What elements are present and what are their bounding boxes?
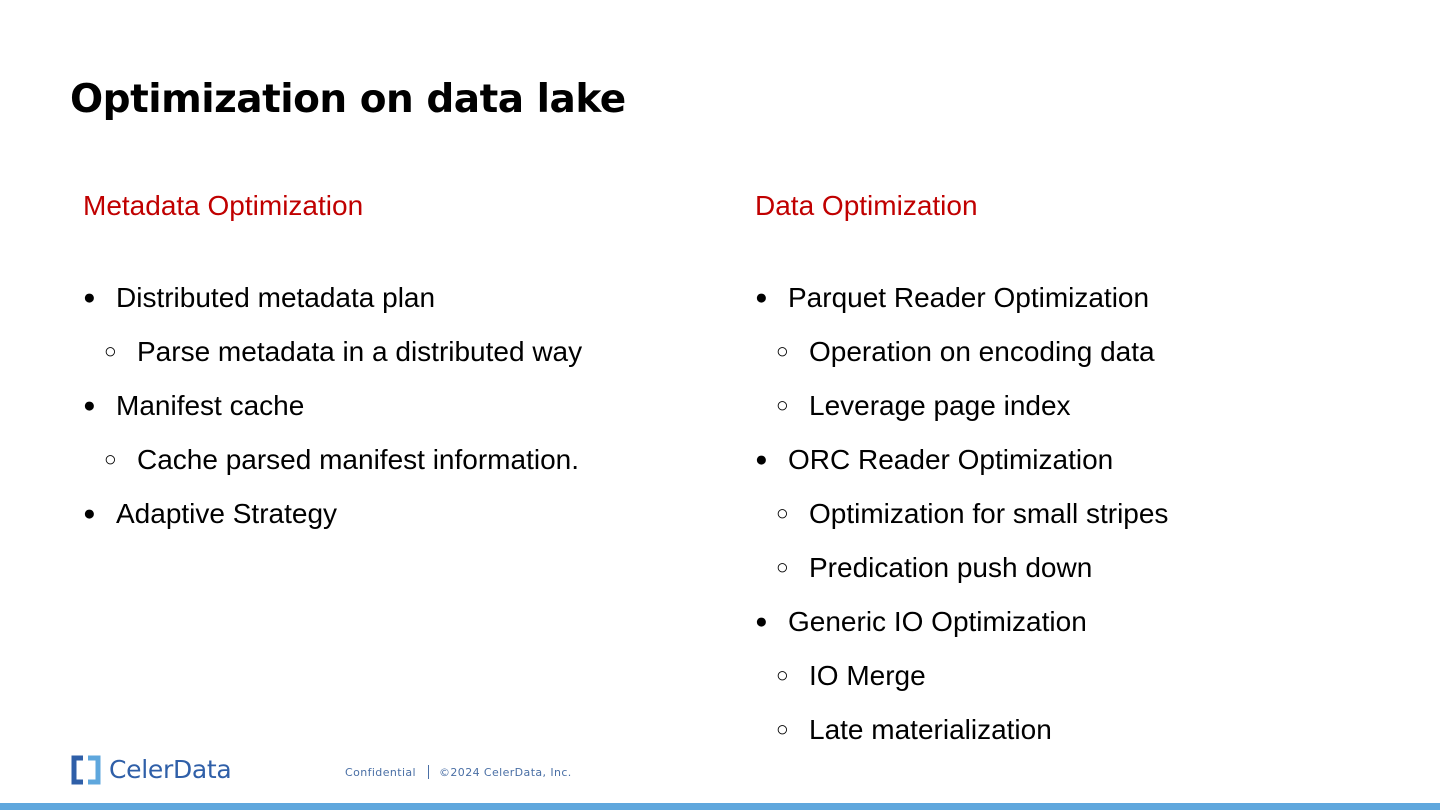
- bullet-text: Optimization for small stripes: [809, 498, 1169, 529]
- bullet-text: Leverage page index: [809, 390, 1071, 421]
- sub-bullet-item: [755, 710, 1168, 764]
- bullet-text: Generic IO Optimization: [788, 606, 1087, 637]
- bullet-item: [83, 386, 582, 440]
- confidential-label: Confidential: [345, 765, 416, 779]
- hollow-bullet-icon: ○: [104, 340, 117, 363]
- slide-title: Optimization on data lake: [70, 77, 626, 122]
- bullet-text: Parquet Reader Optimization: [788, 282, 1150, 313]
- celerdata-logo: [71, 755, 231, 785]
- bullet-text: Manifest cache: [116, 390, 305, 421]
- hollow-bullet-icon: ○: [104, 448, 117, 471]
- hollow-bullet-icon: ○: [776, 718, 789, 741]
- data-optimization-column: [755, 186, 1169, 745]
- bullet-text: Distributed metadata plan: [116, 282, 436, 313]
- sub-bullet-item: [755, 656, 1168, 710]
- sub-bullet-item: [83, 440, 582, 494]
- bullet-text: Operation on encoding data: [809, 336, 1155, 367]
- filled-bullet-icon: ●: [755, 610, 768, 633]
- bullet-text: Cache parsed manifest information.: [137, 444, 579, 475]
- sub-bullet-item: [755, 386, 1168, 440]
- data-optimization-heading: Data Optimization: [755, 190, 978, 221]
- bottom-accent-bar: [0, 803, 1440, 810]
- bullet-text: Adaptive Strategy: [116, 498, 338, 529]
- bullet-item: [755, 602, 1168, 656]
- filled-bullet-icon: ●: [83, 394, 96, 417]
- hollow-bullet-icon: ○: [776, 664, 789, 687]
- bullet-item: [83, 278, 582, 332]
- sub-bullet-item: [755, 494, 1168, 548]
- filled-bullet-icon: ●: [83, 502, 96, 525]
- hollow-bullet-icon: ○: [776, 556, 789, 579]
- copyright-label: ©2024 CelerData, Inc.: [439, 765, 572, 779]
- filled-bullet-icon: ●: [755, 448, 768, 471]
- footer-divider: [428, 765, 429, 779]
- celerdata-bracket-icon: [71, 755, 101, 785]
- hollow-bullet-icon: ○: [776, 502, 789, 525]
- hollow-bullet-icon: ○: [776, 394, 789, 417]
- filled-bullet-icon: ●: [755, 286, 768, 309]
- data-optimization-list: [755, 278, 1168, 764]
- metadata-optimization-heading: Metadata Optimization: [83, 190, 364, 221]
- metadata-optimization-column: [83, 186, 583, 529]
- bullet-text: Late materialization: [809, 714, 1052, 745]
- bullet-text: Parse metadata in a distributed way: [137, 336, 583, 367]
- filled-bullet-icon: ●: [83, 286, 96, 309]
- footer-note: [345, 765, 572, 779]
- bullet-item: [755, 440, 1168, 494]
- bullet-text: Predication push down: [809, 552, 1093, 583]
- bullet-item: [83, 494, 582, 548]
- bullet-text: ORC Reader Optimization: [788, 444, 1114, 475]
- bullet-text: IO Merge: [809, 660, 926, 691]
- hollow-bullet-icon: ○: [776, 340, 789, 363]
- logo-text: CelerData: [109, 755, 232, 784]
- sub-bullet-item: [755, 332, 1168, 386]
- sub-bullet-item: [755, 548, 1168, 602]
- bullet-item: [755, 278, 1168, 332]
- metadata-optimization-list: [83, 278, 582, 548]
- sub-bullet-item: [83, 332, 582, 386]
